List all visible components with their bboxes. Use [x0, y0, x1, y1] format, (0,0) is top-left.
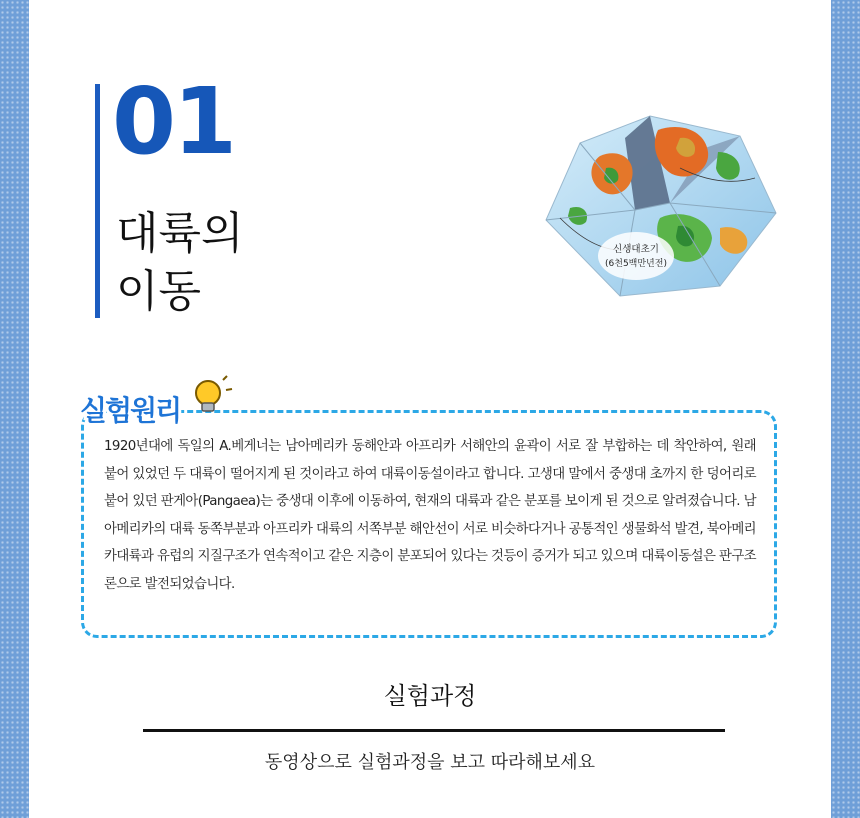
- title-accent-bar: [95, 84, 100, 318]
- section-title-line2: 이동: [116, 266, 202, 317]
- badge-text: 실험원리: [80, 394, 181, 427]
- model-label-line2: (6천5백만년전): [605, 259, 667, 269]
- process-title: 실험과정: [383, 682, 477, 710]
- principle-text: 1920년대에 독일의 A.베게너는 남아메리카 동해안과 아프리카 서해안의 윤곽이 서로 잘 부합하는 데 착안하여, 원래 붙어 있었던 두 대륙이 떨어지게 된 것이라고 하여 대륙이동설이라고 합니다. 고생대 말에서 중생대 초까지 한 덩어리로 붙어 있던 판게아(Pangaea)는 중생대 이후에 이동하여, 현재의 대륙과 같은 분포를 보이게 된 것으로 알려졌습니다. 남아메리카의 대륙 동쪽부분과 아프리카 대륙의 서쪽부분 해안선이 서로 비슷하다거나 공통적인 생물화석 발견, 북아메리카대륙과 유럽의 지질구조가 연속적이고 같은 지층이 분포되어 있다는 것등이 증거가 되고 있으며 대륙이동설은 판구조론으로 발전되었습니다.: [104, 439, 756, 592]
- lightbulb-icon: [196, 376, 232, 411]
- section-title: [116, 205, 244, 321]
- model-label-line1: 신생대초기: [613, 244, 659, 255]
- section-title-line1: 대륙의: [116, 208, 244, 259]
- folded-globe-model-image: [540, 108, 780, 304]
- process-subtitle: 동영상으로 실험과정을 보고 따라해보세요: [264, 752, 596, 773]
- section-number: 01: [112, 68, 235, 175]
- process-divider: [143, 729, 725, 732]
